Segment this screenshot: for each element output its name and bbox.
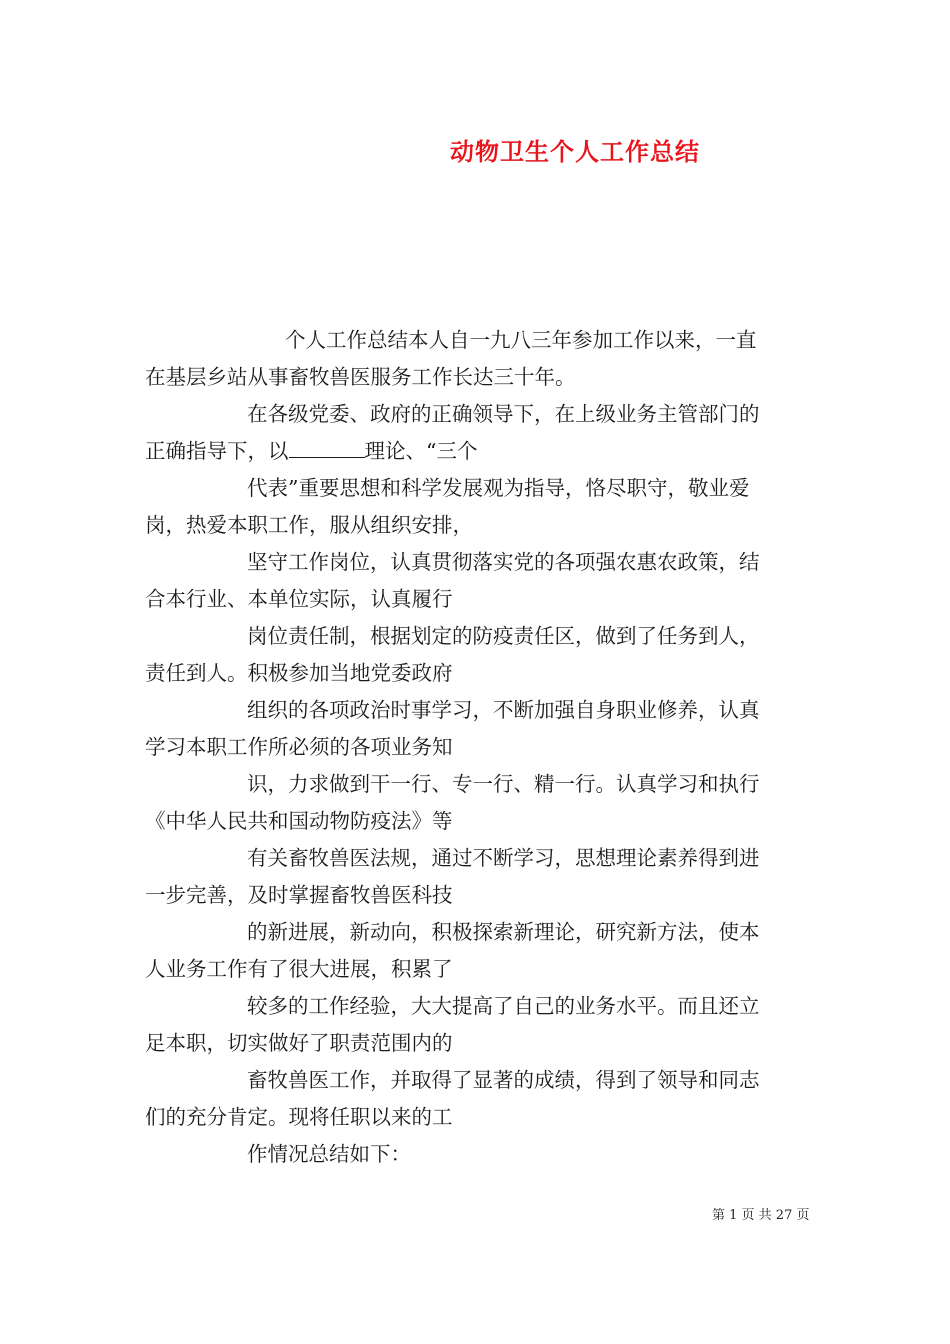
paragraph-line: 责任到人。积极参加当地党委政府 — [145, 661, 453, 685]
paragraph-line: 岗位责任制，根据划定的防疫责任区，做到了任务到人， — [247, 624, 760, 648]
paragraph — [145, 914, 810, 988]
paragraph — [145, 618, 810, 692]
paragraph-line: 人业务工作有了很大进展，积累了 — [145, 957, 453, 981]
paragraph-line: 们的充分肯定。现将任职以来的工 — [145, 1105, 453, 1129]
paragraph-line: 一步完善，及时掌握畜牧兽医科技 — [145, 883, 453, 907]
paragraph — [145, 1136, 810, 1173]
paragraph-text: 正确指导下，以 — [145, 439, 289, 463]
paragraph-line: 畜牧兽医工作，并取得了显著的成绩，得到了领导和同志 — [247, 1068, 760, 1092]
paragraph-line: 《中华人民共和国动物防疫法》等 — [145, 809, 453, 833]
paragraph-line: 在基层乡站从事畜牧兽医服务工作长达三十年。 — [145, 365, 576, 389]
paragraph-line: 合本行业、本单位实际，认真履行 — [145, 587, 453, 611]
paragraph-line: 作情况总结如下： — [247, 1142, 411, 1166]
paragraph-line-with-blank — [145, 433, 810, 470]
paragraph-line: 有关畜牧兽医法规，通过不断学习，思想理论素养得到进 — [247, 846, 760, 870]
document-body — [145, 322, 810, 1173]
paragraph — [145, 766, 810, 840]
paragraph-line: 坚守工作岗位，认真贯彻落实党的各项强农惠农政策，结 — [247, 550, 760, 574]
paragraph-line: 在各级党委、政府的正确领导下，在上级业务主管部门的 — [247, 402, 760, 426]
paragraph — [145, 470, 810, 544]
page-number: 第 1 页 共 27 页 — [712, 1208, 810, 1223]
paragraph-line: 较多的工作经验，大大提高了自己的业务水平。而且还立 — [247, 994, 760, 1018]
paragraph — [145, 692, 810, 766]
paragraph — [145, 1062, 810, 1136]
paragraph-line: 个人工作总结本人自一九八三年参加工作以来，一直 — [285, 328, 757, 352]
paragraph-text: 理论、“三个 — [364, 439, 478, 463]
paragraph — [145, 544, 810, 618]
fill-in-blank — [289, 437, 365, 458]
paragraph-line: 组织的各项政治时事学习，不断加强自身职业修养，认真 — [247, 698, 760, 722]
document-title: 动物卫生个人工作总结 — [450, 137, 700, 166]
paragraph-intro — [145, 322, 810, 396]
paragraph-line: 代表”重要思想和科学发展观为指导，恪尽职守，敬业爱 — [247, 476, 750, 500]
paragraph-line: 识，力求做到干一行、专一行、精一行。认真学习和执行 — [247, 772, 760, 796]
paragraph-line: 足本职，切实做好了职责范围内的 — [145, 1031, 453, 1055]
paragraph-line: 岗，热爱本职工作，服从组织安排， — [145, 513, 473, 537]
paragraph-line: 的新进展，新动向，积极探索新理论，研究新方法，使本 — [247, 920, 760, 944]
paragraph — [145, 988, 810, 1062]
paragraph-line: 学习本职工作所必须的各项业务知 — [145, 735, 453, 759]
paragraph — [145, 396, 810, 470]
paragraph — [145, 840, 810, 914]
